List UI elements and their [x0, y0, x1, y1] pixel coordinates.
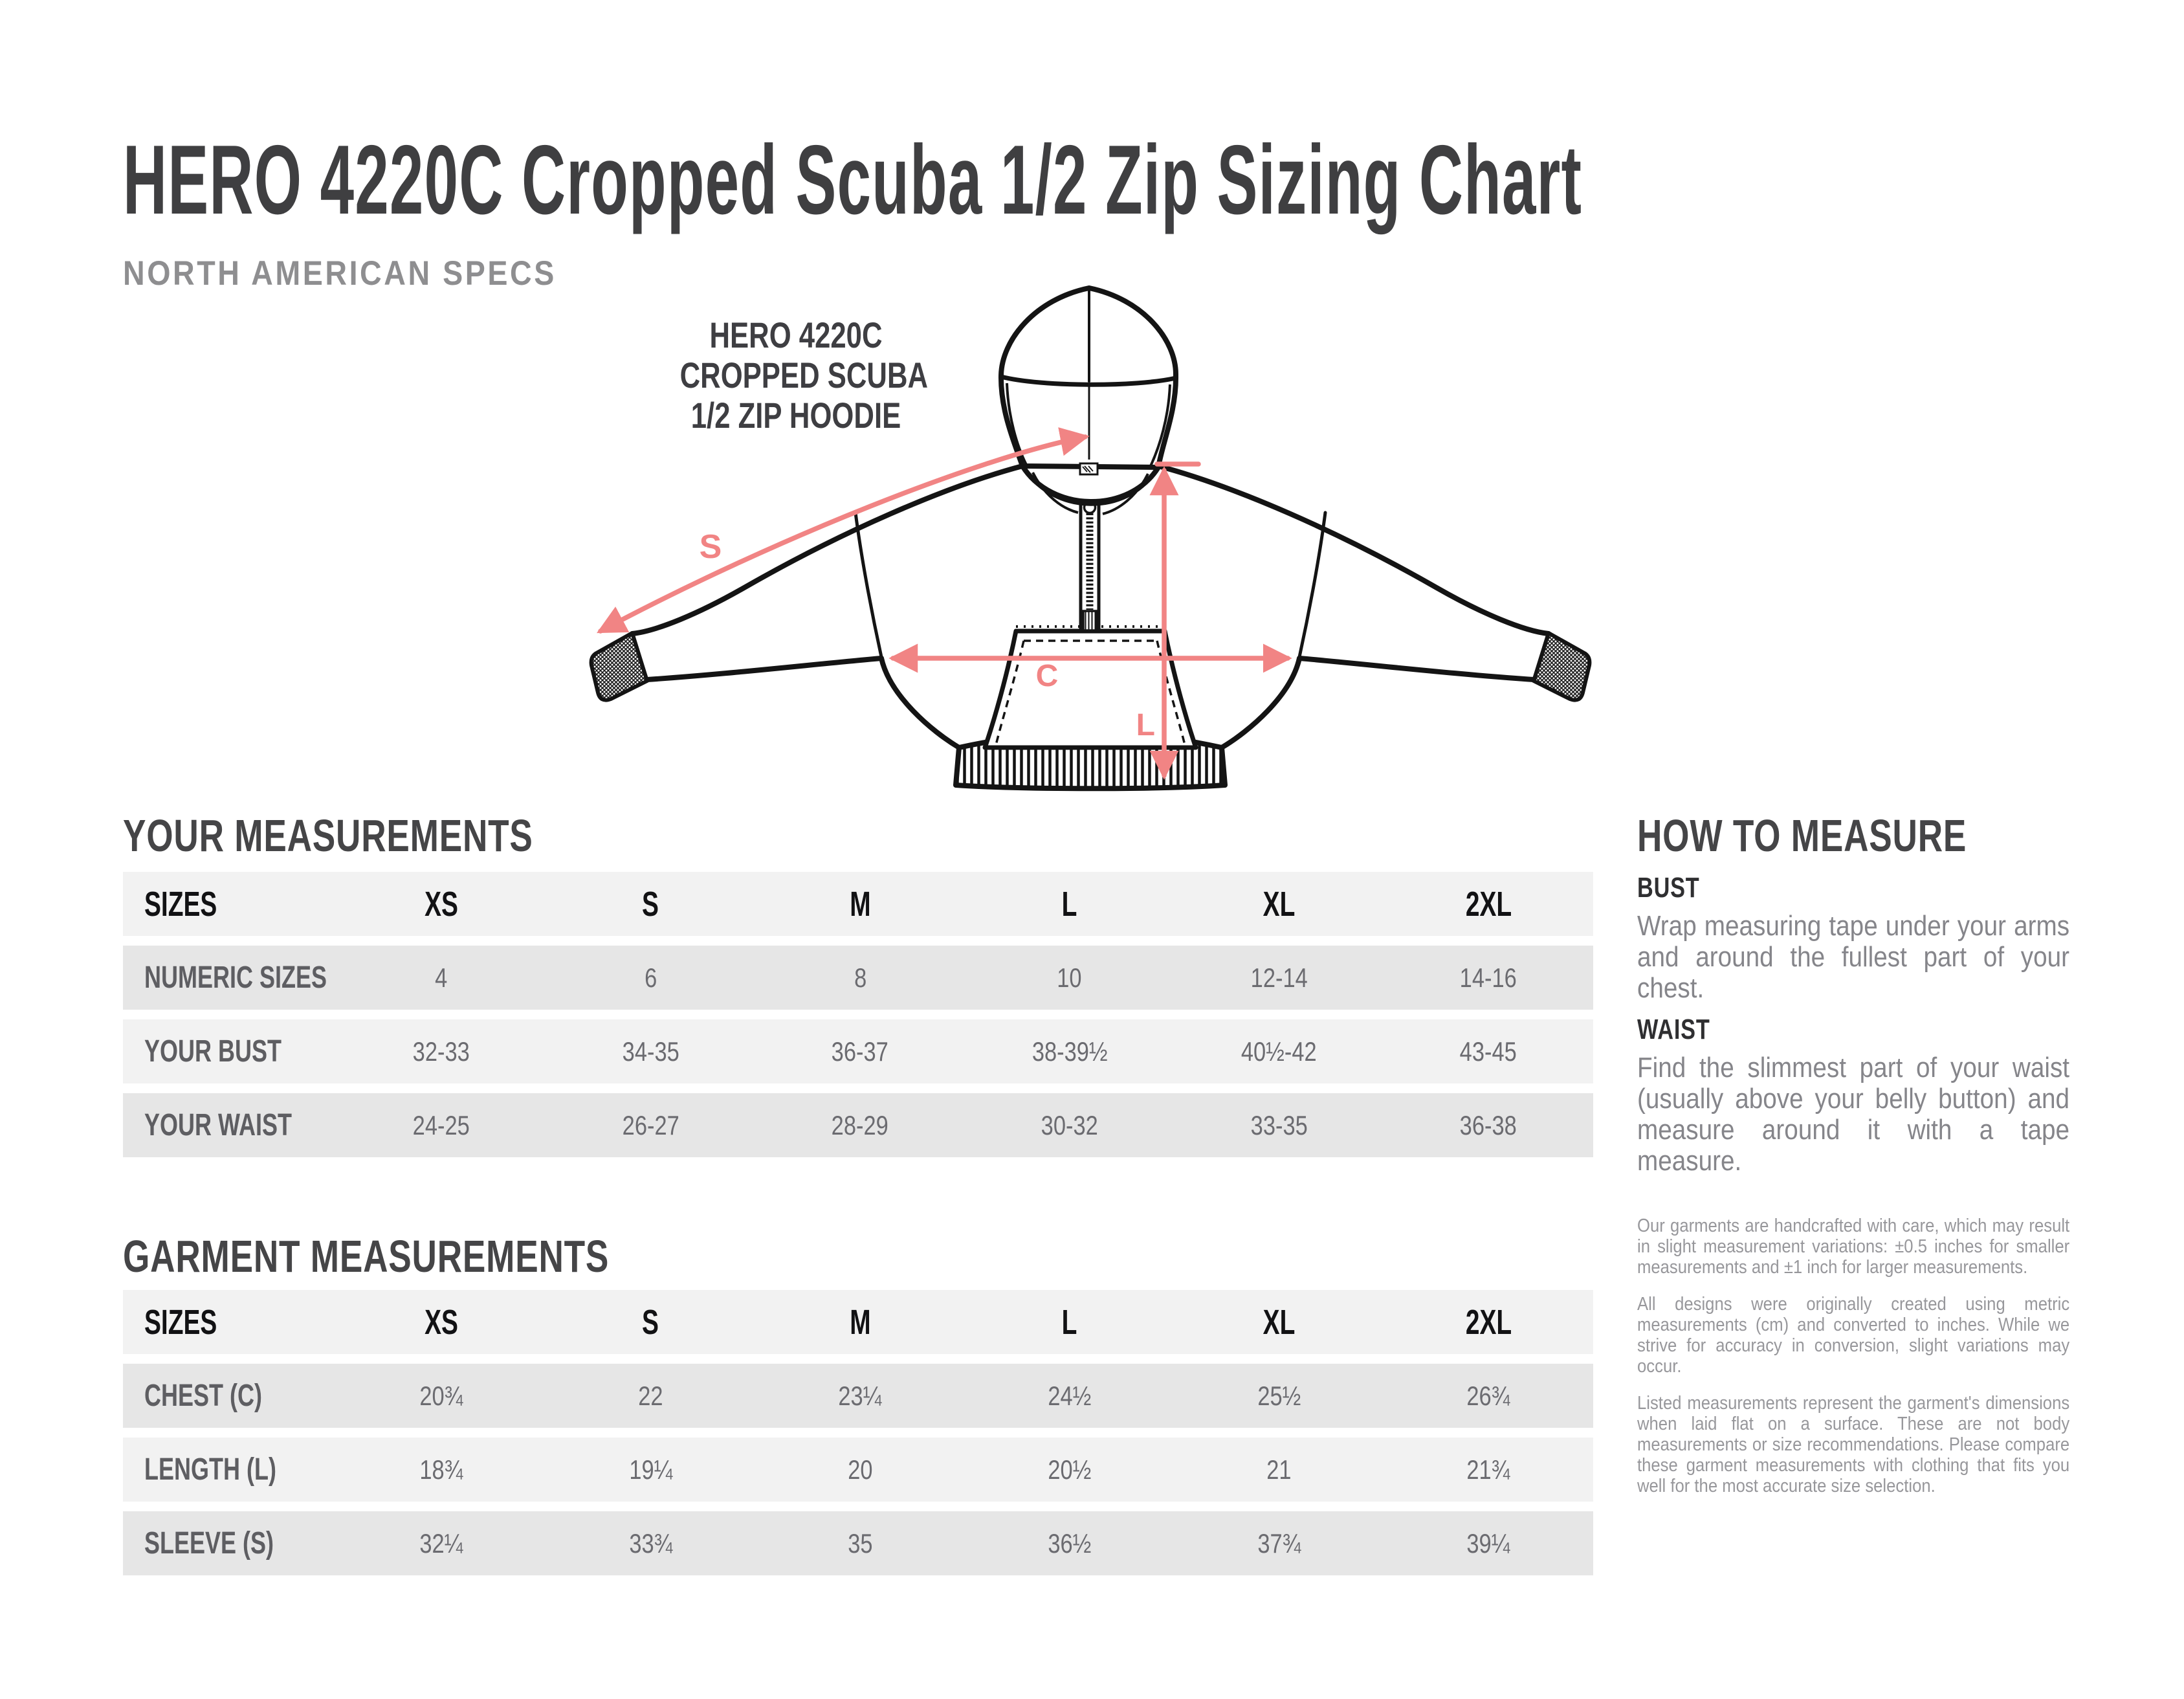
- column-header: XL: [1263, 1302, 1296, 1342]
- cell-value: 26-27: [622, 1109, 679, 1140]
- cell-value: 6: [644, 962, 657, 993]
- your-measurements-table: [123, 872, 1593, 1167]
- cell-value: 32-33: [412, 1036, 470, 1067]
- length-label: L: [1136, 708, 1155, 742]
- cell-value: 28-29: [832, 1109, 889, 1140]
- column-header: M: [849, 884, 871, 924]
- cell-value: 32¼: [419, 1527, 463, 1559]
- cell-value: 20¾: [419, 1380, 463, 1411]
- cell-value: 39¼: [1466, 1527, 1510, 1559]
- cell-value: 12-14: [1250, 962, 1308, 993]
- cell-value: 18¾: [419, 1454, 463, 1485]
- figure-label: [647, 315, 945, 436]
- waist-instructions: Find the slimmest part of your waist (usually above your belly button) and measure around it with a tape measure.: [1637, 1052, 2070, 1177]
- row-label: YOUR WAIST: [144, 1108, 292, 1142]
- column-header: SIZES: [144, 884, 217, 924]
- cell-value: 22: [638, 1380, 663, 1411]
- table-header-row: [123, 872, 1593, 936]
- cell-value: 10: [1057, 962, 1082, 993]
- cell-value: 25½: [1257, 1380, 1301, 1411]
- brand-tag: [1080, 463, 1098, 474]
- figure-label-line: HERO 4220C: [709, 315, 883, 355]
- cell-value: 35: [848, 1527, 873, 1559]
- column-header: 2XL: [1465, 1302, 1512, 1342]
- figure-label-line: CROPPED SCUBA: [679, 355, 929, 395]
- cell-value: 40½-42: [1241, 1036, 1317, 1067]
- table-row: [123, 946, 1593, 1010]
- cell-value: 23¼: [838, 1380, 882, 1411]
- cell-value: 19¼: [628, 1454, 673, 1485]
- column-header: L: [1061, 884, 1077, 924]
- sleeve-label: S: [699, 528, 722, 566]
- cell-value: 38-39½: [1031, 1036, 1108, 1067]
- page-title: HERO 4220C Cropped Scuba 1/2 Zip Sizing Chart: [123, 125, 1583, 235]
- cell-value: 21¾: [1466, 1454, 1510, 1485]
- how-to-measure-heading: HOW TO MEASURE: [1637, 810, 1967, 861]
- row-label: LENGTH (L): [144, 1452, 276, 1487]
- column-header: S: [642, 1302, 659, 1342]
- table-row: [123, 1511, 1593, 1575]
- column-header: M: [849, 1302, 871, 1342]
- row-label: NUMERIC SIZES: [144, 961, 327, 995]
- cell-value: 43-45: [1460, 1036, 1517, 1067]
- cell-value: 24½: [1048, 1380, 1092, 1411]
- cell-value: 37¾: [1257, 1527, 1301, 1559]
- cell-value: 30-32: [1041, 1109, 1098, 1140]
- column-header: 2XL: [1465, 884, 1512, 924]
- column-header: L: [1061, 1302, 1077, 1342]
- column-header: XL: [1263, 884, 1296, 924]
- cell-value: 36-38: [1460, 1109, 1517, 1140]
- table-row: [123, 1364, 1593, 1428]
- figure-label-line: 1/2 ZIP HOODIE: [690, 395, 901, 436]
- how-to-measure-section: [1637, 810, 2070, 1496]
- cell-value: 26¾: [1466, 1380, 1510, 1411]
- garment-measurements-table: [123, 1290, 1593, 1585]
- column-header: S: [642, 884, 659, 924]
- your-measurements-heading: YOUR MEASUREMENTS: [123, 810, 533, 861]
- cell-value: 36-37: [832, 1036, 889, 1067]
- page-subtitle: NORTH AMERICAN SPECS: [123, 254, 557, 293]
- cell-value: 36½: [1048, 1527, 1092, 1559]
- row-label: CHEST (C): [144, 1379, 262, 1413]
- disclaimer-note: Listed measurements represent the garment's dimensions when laid flat on a surface. These are not body measurements or size recommendations. Please compare these garment measurements with clothing that fits you well for the most accurate size selection.: [1637, 1393, 2070, 1496]
- disclaimer-note: All designs were originally created using metric measurements (cm) and converted to inches. While we strive for accuracy in conversion, slight variations may occur.: [1637, 1294, 2070, 1377]
- bust-instructions: Wrap measuring tape under your arms and around the fullest part of your chest.: [1637, 910, 2070, 1004]
- cell-value: 24-25: [412, 1109, 470, 1140]
- row-label: SLEEVE (S): [144, 1526, 274, 1560]
- table-row: [123, 1438, 1593, 1502]
- cell-value: 20½: [1048, 1454, 1092, 1485]
- row-label: YOUR BUST: [144, 1034, 282, 1069]
- cell-value: 20: [848, 1454, 873, 1485]
- cell-value: 21: [1266, 1454, 1292, 1485]
- garment-measurements-heading: GARMENT MEASUREMENTS: [123, 1231, 610, 1282]
- chest-label: C: [1035, 659, 1059, 693]
- table-row: [123, 1019, 1593, 1083]
- cell-value: 8: [854, 962, 866, 993]
- column-header: SIZES: [144, 1302, 217, 1342]
- bust-subheading: BUST: [1637, 872, 1700, 904]
- cell-value: 4: [435, 962, 448, 993]
- disclaimer-note: Our garments are handcrafted with care, which may result in slight measurement variations: ±0.5 inches for smaller measurements and ±1 inch for larger measurements.: [1637, 1216, 2070, 1278]
- hood: [1001, 288, 1176, 474]
- cell-value: 33-35: [1250, 1109, 1308, 1140]
- cell-value: 14-16: [1460, 962, 1517, 993]
- table-header-row: [123, 1290, 1593, 1354]
- waist-subheading: WAIST: [1637, 1014, 1710, 1045]
- cell-value: 34-35: [622, 1036, 679, 1067]
- table-row: [123, 1093, 1593, 1157]
- column-header: XS: [424, 1302, 458, 1342]
- column-header: XS: [424, 884, 458, 924]
- cell-value: 33¾: [628, 1527, 673, 1559]
